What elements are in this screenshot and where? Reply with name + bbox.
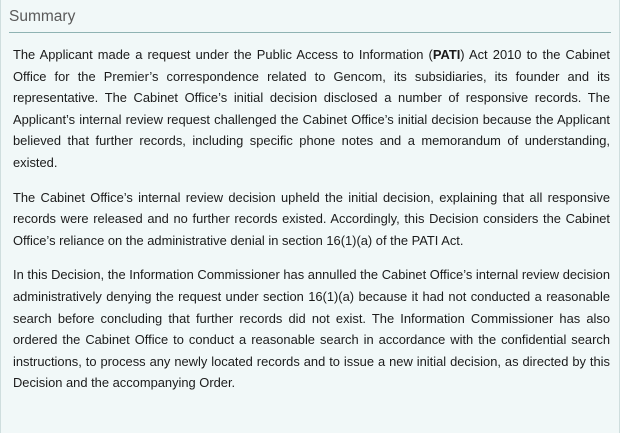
summary-body xyxy=(13,44,610,407)
paragraph-2: The Cabinet Office’s internal review decision upheld the initial decision, explaining that all responsive records were released and no further records existed. Accordingly, this Decision considers the Cabinet Office’s reliance on the administrative denial in section 16(1)(a) of the PATI Act. xyxy=(13,189,610,248)
pati-acronym: PATI xyxy=(432,47,461,62)
paragraph-1 xyxy=(13,44,610,174)
paragraph-3: In this Decision, the Information Commissioner has annulled the Cabinet Office’s internal review decision administratively denying the request under section 16(1)(a) because it had not conducted a reasonable search before concluding that further records did not exist. The Information Commissioner has also ordered the Cabinet Office to conduct a reasonable search in accordance with the confidential search instructions, to process any newly located records and to issue a new initial decision, as directed by this Decision and the accompanying Order. xyxy=(13,267,610,391)
paragraph-1-text-a: The Applicant made a request under the Public Access to Information ( xyxy=(13,47,433,62)
section-heading: Summary xyxy=(9,6,611,33)
paragraph-1-text-b: ) Act 2010 to the Cabinet Office for the Premier’s correspondence related to Gencom, its subsidiaries, its founder and its representative. The Cabinet Office’s initial decision disclosed a number of responsive records. The Applicant’s internal review request challenged the Cabinet Office’s initial decision because the Applicant believed that further records, including specific phone notes and a memorandum of understanding, existed. xyxy=(13,47,610,170)
